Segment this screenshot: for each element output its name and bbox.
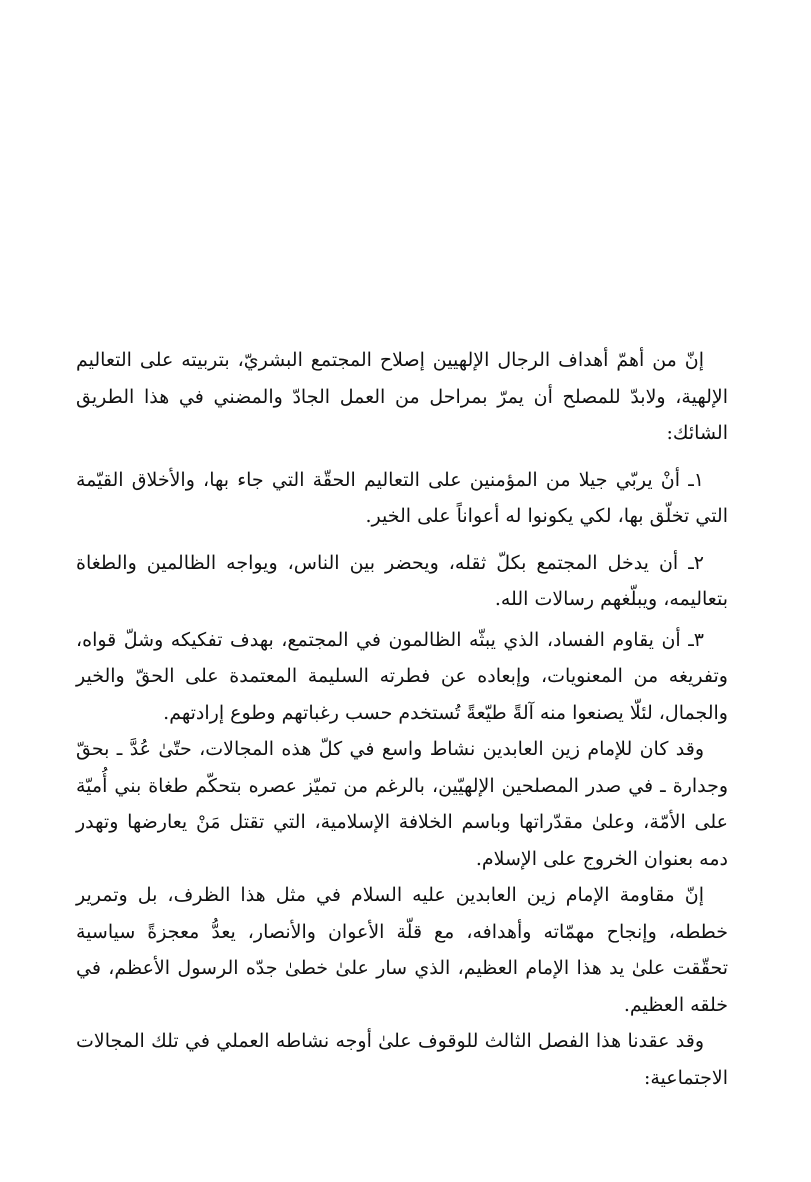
imam-role-paragraph: وقد كان للإمام زين العابدين نشاط واسع في كلّ هذه المجالات، حتّىٰ عُدَّ ـ بحقّ وجدارة ـ في صدر المصلحين الإلهيّين، بالرغم من تميّز عصره بتحكّم طغاة بني أُميّة على الأمّة، وعلىٰ مقدّراتها وباسم الخلافة الإسلامية، التي تقتل مَنْ يعارضها وتهدر دمه بعنوان الخروج على الإسلام. bbox=[76, 738, 728, 870]
chapter-note-paragraph: وقد عقدنا هذا الفصل الثالث للوقوف علىٰ أوجه نشاطه العملي في تلك المجالات الاجتماعية: bbox=[76, 1030, 728, 1089]
point-1-paragraph: ١ـ أنْ يربّي جيلا من المؤمنين على التعاليم الحقّة التي جاء بها، والأخلاق القيّمة التي تخلّق بها، لكي يكونوا له أعواناً على الخير. bbox=[76, 468, 728, 527]
point-3-paragraph: ٣ـ أن يقاوم الفساد، الذي يبثّه الظالمون في المجتمع، بهدف تفكيكه وشلّ قواه، وتفريغه من المعنويات، وإبعاده عن فطرته السليمة المعتمدة على الحقّ والخير والجمال، لئلّا يصنعوا منه آلةً طيّعةً تُستخدم حسب رغباتهم وطوع إرادتهم. bbox=[76, 628, 728, 724]
resistance-paragraph: إنّ مقاومة الإمام زين العابدين عليه السلام في مثل هذا الظرف، بل وتمرير خططه، وإنجاح مهمّاته وأهدافه، مع قلّة الأعوان والأنصار، يعدُّ معجزةً سياسية تحقّقت علىٰ يد هذا الإمام العظيم، الذي سار علىٰ خطىٰ جدّه الرسول الأعظم، في خلقه العظيم. bbox=[76, 884, 728, 1016]
intro-paragraph: إنّ من أهمّ أهداف الرجال الإلهيين إصلاح المجتمع البشريّ، بتربيته على التعاليم الإلهية، ولابدّ للمصلح أن يمرّ بمراحل من العمل الجادّ والمضني في هذا الطريق الشائك: bbox=[76, 349, 728, 444]
point-2-paragraph: ٢ـ أن يدخل المجتمع بكلّ ثقله، ويحضر بين الناس، ويواجه الظالمين والطغاة بتعاليمه، ويبلّغهم رسالات الله. bbox=[76, 551, 728, 610]
page-body-text bbox=[76, 342, 728, 1096]
